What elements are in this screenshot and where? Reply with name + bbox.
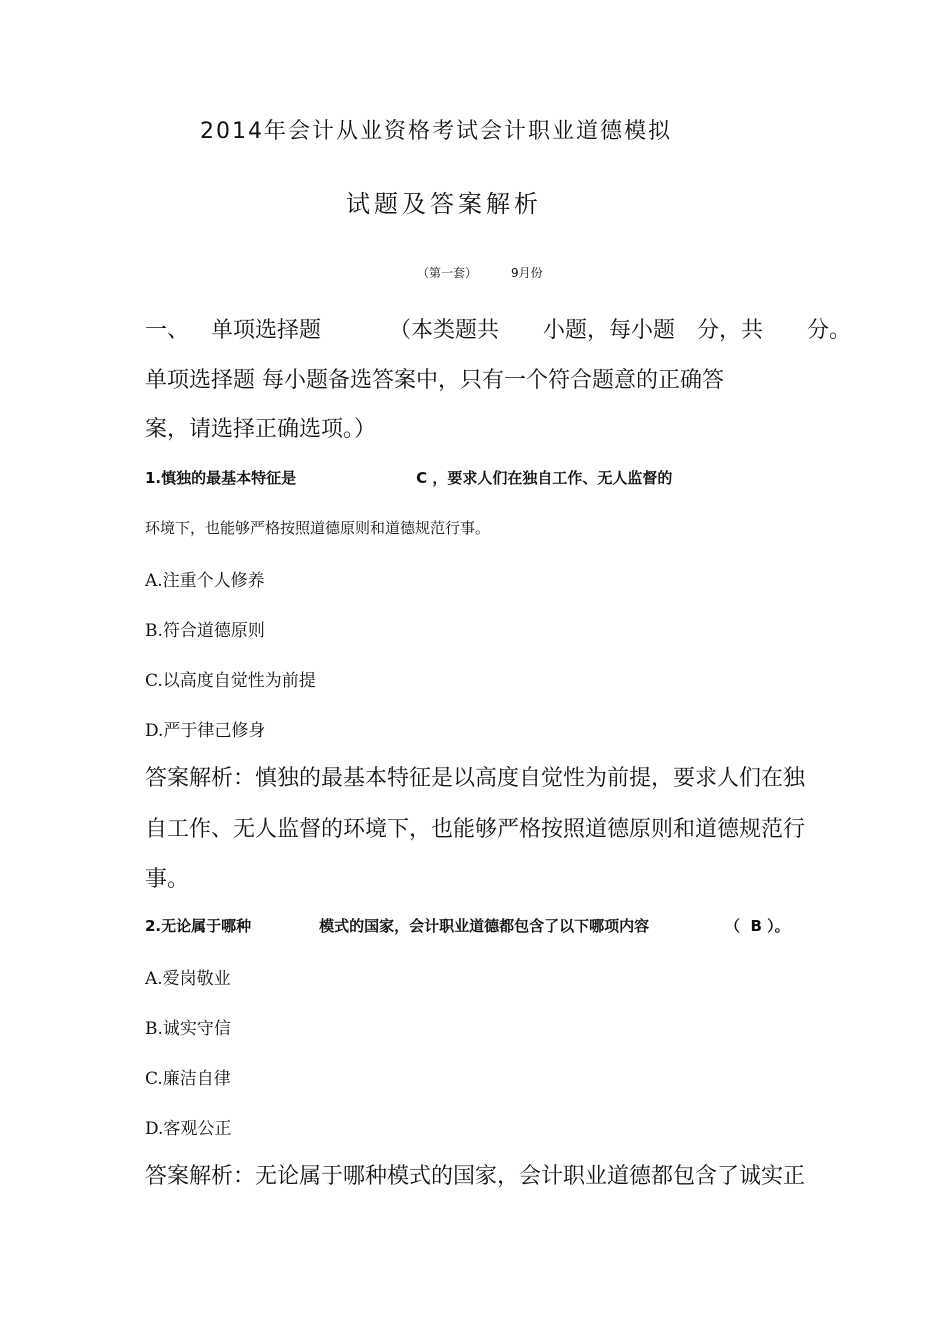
question-2-paren-open: （ <box>725 917 741 935</box>
question-2-option-b: B.诚实守信 <box>145 1019 231 1039</box>
question-2-stem-part1: 无论属于哪种 <box>161 917 252 935</box>
question-2-stem-part2: 模式的国家，会计职业道德都包含了以下哪项内容 <box>319 917 650 935</box>
question-1-option-b: B.符合道德原则 <box>145 621 265 641</box>
question-1-option-c: C.以高度自觉性为前提 <box>145 671 316 691</box>
question-1-explanation-2: 自工作、无人监督的环境下，也能够严格按照道德原则和道德规范行 <box>145 817 806 842</box>
question-1-answer: C <box>416 469 428 487</box>
document-title-line2: 试题及答案解析 <box>346 190 542 218</box>
question-1-stem-part2: ，要求人们在独自工作、无人监督的 <box>432 469 673 487</box>
question-1-stem-part1: 慎独的最基本特征是 <box>161 469 297 487</box>
subtitle-month: 9月份 <box>511 266 543 280</box>
document-title-line1: 2014年会计从业资格考试会计职业道德模拟 <box>200 119 672 144</box>
question-1-explanation-3: 事。 <box>145 867 190 892</box>
question-2-option-d: D.客观公正 <box>145 1119 232 1139</box>
question-1-stem-line2: 环境下，也能够严格按照道德原则和道德规范行事。 <box>145 519 491 537</box>
section-name: 单项选择题 <box>211 318 322 343</box>
section-label: 一、 <box>145 318 190 343</box>
document-subtitle <box>417 264 543 281</box>
question-2-stem <box>145 915 649 936</box>
question-2-answer-area <box>725 915 790 936</box>
question-2-number: 2. <box>145 917 162 935</box>
question-2-explanation-1: 答案解析：无论属于哪种模式的国家，会计职业道德都包含了诚实正 <box>145 1164 806 1189</box>
question-2-option-c: C.廉洁自律 <box>145 1069 231 1089</box>
section-instructions-1: （本类题共 小题，每小题 分，共 分。 <box>389 318 852 343</box>
subtitle-set: （第一套） <box>417 266 478 280</box>
section-instructions-3: 案，请选择正确选项。） <box>145 417 377 442</box>
section-instructions-2: 单项选择题 每小题备选答案中，只有一个符合题意的正确答 <box>145 368 724 393</box>
question-1-number: 1. <box>145 469 162 487</box>
question-2-answer: B <box>750 917 762 935</box>
question-2-option-a: A.爱岗敬业 <box>145 969 231 989</box>
question-1-option-a: A.注重个人修养 <box>145 571 265 591</box>
question-1-explanation-1: 答案解析：慎独的最基本特征是以高度自觉性为前提，要求人们在独 <box>145 766 806 791</box>
question-1-stem <box>145 467 672 488</box>
question-2-paren-close: ）。 <box>767 917 790 935</box>
section-heading <box>145 313 851 344</box>
question-1-option-d: D.严于律己修身 <box>145 721 266 741</box>
